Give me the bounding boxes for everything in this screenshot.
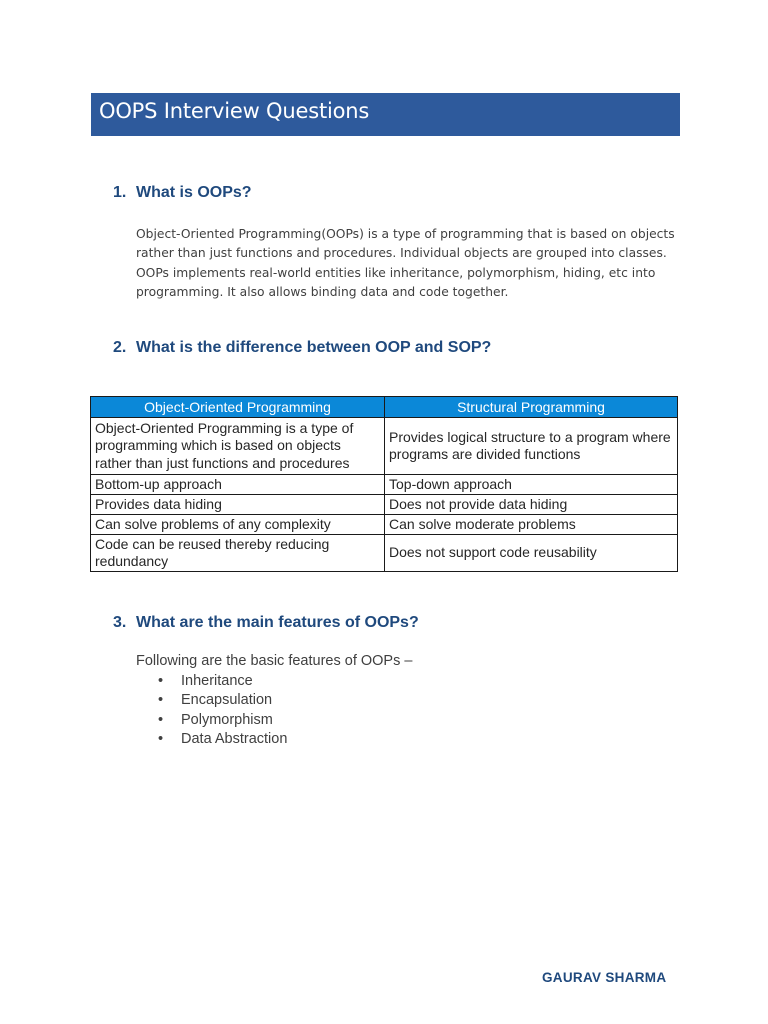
list-item-label: Data Abstraction: [181, 730, 288, 747]
table-cell: Can solve moderate problems: [385, 515, 678, 535]
table-cell: Top-down approach: [385, 475, 678, 495]
list-item: [158, 672, 287, 691]
list-item: [158, 691, 287, 710]
features-intro: Following are the basic features of OOPs –: [136, 653, 413, 669]
list-item-label: Encapsulation: [181, 692, 273, 709]
question-1-number: 1.: [113, 184, 127, 201]
bullet-icon: •: [158, 692, 164, 709]
table-cell: Does not support code reusability: [385, 535, 678, 572]
list-item-label: Inheritance: [181, 673, 253, 689]
question-2-heading: [113, 339, 491, 357]
comparison-table: [90, 396, 678, 572]
title-banner: [91, 93, 680, 136]
footer-author: GAURAV SHARMA: [542, 970, 667, 985]
table-row: [91, 418, 678, 475]
bullet-icon: •: [158, 730, 164, 747]
table-cell: Code can be reused thereby reducing redundancy: [91, 535, 385, 572]
list-item: [158, 730, 287, 749]
table-cell: Does not provide data hiding: [385, 495, 678, 515]
question-3-heading: [113, 614, 419, 632]
list-item-label: Polymorphism: [181, 711, 273, 728]
question-1-title: What is OOPs?: [136, 184, 252, 201]
question-3-title: What are the main features of OOPs?: [136, 614, 419, 631]
question-1-heading: [113, 184, 252, 202]
column-header-sop: Structural Programming: [385, 397, 678, 418]
question-2-number: 2.: [113, 339, 127, 356]
question-3-number: 3.: [113, 614, 127, 631]
bullet-icon: •: [158, 711, 164, 728]
features-list: [158, 672, 287, 749]
table-cell: Can solve problems of any complexity: [91, 515, 385, 535]
table-header-row: [91, 397, 678, 418]
answer-line: Object-Oriented Programming(OOPs) is a type of programming that is based on objects: [136, 227, 675, 241]
question-2-title: What is the difference between OOP and SOP?: [136, 339, 492, 356]
answer-line: OOPs implements real-world entities like inheritance, polymorphism, hiding, etc into: [136, 265, 656, 280]
table-row: [91, 475, 678, 495]
table-row: [91, 535, 678, 572]
bullet-icon: •: [158, 673, 164, 689]
answer-line: programming. It also allows binding data and code together.: [136, 284, 509, 299]
table-cell: Bottom-up approach: [91, 475, 385, 495]
question-1-answer: [136, 225, 681, 302]
table-cell: Object-Oriented Programming is a type of programming which is based on objects rather than just functions and procedures: [91, 418, 385, 475]
table-cell: Provides data hiding: [91, 495, 385, 515]
table-row: [91, 495, 678, 515]
table-cell: Provides logical structure to a program where programs are divided functions: [385, 418, 678, 475]
page-title: OOPS Interview Questions: [99, 99, 370, 123]
answer-line: rather than just functions and procedures. Individual objects are grouped into classes.: [136, 246, 667, 261]
column-header-oop: Object-Oriented Programming: [91, 397, 385, 418]
list-item: [158, 711, 287, 730]
table-row: [91, 515, 678, 535]
